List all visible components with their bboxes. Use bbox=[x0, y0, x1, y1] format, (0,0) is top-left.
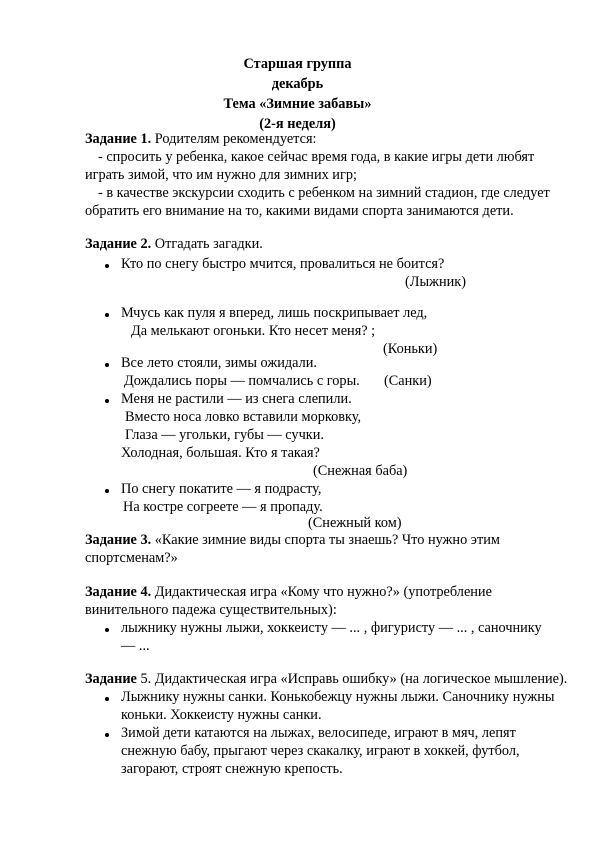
riddle3-line2: Дождались поры — помчались с горы. bbox=[124, 373, 360, 389]
riddle5-line2: На костре согреете — я пропаду. bbox=[123, 499, 323, 515]
riddle5-line1: По снегу покатите — я подрасту, bbox=[121, 481, 322, 497]
task4-line2: винительного падежа существительных): bbox=[85, 602, 337, 618]
riddle3-answer: (Санки) bbox=[384, 373, 432, 389]
riddle4-line4: Холодная, большая. Кто я такая? bbox=[121, 445, 320, 461]
riddle3-line1: Все лето стояли, зимы ожидали. bbox=[121, 355, 317, 371]
task3-line1 bbox=[85, 532, 500, 549]
riddle4-line2: Вместо носа ловко вставили морковку, bbox=[125, 409, 362, 425]
task1-line2: играть зимой, что им нужно для зимних игр; bbox=[85, 167, 357, 183]
task1-line4: обратить его внимание на то, какими видами спорта занимаются дети. bbox=[85, 203, 514, 219]
task5-line1 bbox=[85, 671, 567, 688]
riddle2-answer: (Коньки) bbox=[383, 341, 438, 357]
task5-item2-line1: Зимой дети катаются на лыжах, велосипеде, играют в мяч, лепят bbox=[121, 725, 516, 741]
riddle4-line1: Меня не растили — из снега слепили. bbox=[121, 391, 352, 407]
task3-label: Задание 3. bbox=[85, 532, 152, 548]
bullet-riddle5 bbox=[105, 489, 109, 493]
riddle2-line2: Да мелькают огоньки. Кто несет меня? ; bbox=[131, 323, 376, 339]
task2-text: Отгадать загадки. bbox=[151, 236, 263, 252]
riddle4-line3: Глаза — угольки, губы — сучки. bbox=[125, 427, 324, 443]
riddle1-line1: Кто по снегу быстро мчится, провалиться не боится? bbox=[121, 256, 445, 272]
task1-text: Родителям рекомендуется: bbox=[151, 131, 317, 147]
task1-line3: - в качестве экскурсии сходить с ребенком на зимний стадион, где следует bbox=[98, 185, 550, 201]
task5-item2-line3: загорают, строят снежную крепость. bbox=[121, 761, 343, 777]
task5-text: 5. Дидактическая игра «Исправь ошибку» (на логическое мышление). bbox=[136, 671, 568, 687]
bullet-task5-item2 bbox=[105, 733, 109, 737]
task4-line1 bbox=[85, 584, 492, 601]
riddle2-line1: Мчусь как пуля я вперед, лишь поскрипывает лед, bbox=[121, 305, 428, 321]
riddle4-answer: (Снежная баба) bbox=[313, 463, 408, 479]
task5-item2-line2: снежную бабу, прыгают через скакалку, играют в хоккей, футбол, bbox=[121, 743, 520, 759]
task5-item1-line2: коньки. Хоккеисту нужны санки. bbox=[121, 707, 322, 723]
task1-intro bbox=[85, 131, 317, 148]
riddle5-answer: (Снежный ком) bbox=[308, 515, 402, 531]
task4-bullet-line1: лыжнику нужны лыжи, хоккеисту — ... , фигуристу — ... , саночнику bbox=[121, 620, 542, 636]
bullet-task4 bbox=[105, 628, 109, 632]
task1-line1: - спросить у ребенка, какое сейчас время года, в какие игры дети любят bbox=[98, 149, 535, 165]
task4-label: Задание 4. bbox=[85, 584, 152, 600]
task2-intro bbox=[85, 236, 263, 253]
header-week: (2-я неделя) bbox=[259, 116, 336, 132]
bullet-riddle2 bbox=[105, 313, 109, 317]
task4-text: Дидактическая игра «Кому что нужно?» (употребление bbox=[151, 584, 492, 600]
task3-text: «Какие зимние виды спорта ты знаешь? Что нужно этим bbox=[151, 532, 500, 548]
task5-item1-line1: Лыжнику нужны санки. Конькобежцу нужны лыжи. Саночнику нужны bbox=[121, 689, 555, 705]
bullet-riddle1 bbox=[105, 264, 109, 268]
bullet-task5-item1 bbox=[105, 697, 109, 701]
header-group: Старшая группа bbox=[243, 56, 352, 72]
task3-line2: спортсменам?» bbox=[85, 550, 178, 566]
riddle1-answer: (Лыжник) bbox=[405, 274, 466, 290]
task2-label: Задание 2. bbox=[85, 236, 152, 252]
header-month: декабрь bbox=[271, 76, 324, 92]
task4-bullet-line2: — ... bbox=[121, 638, 150, 654]
header-theme: Тема «Зимние забавы» bbox=[223, 96, 372, 112]
bullet-riddle4 bbox=[105, 399, 109, 403]
task1-label: Задание 1. bbox=[85, 131, 152, 147]
task5-label: Задание bbox=[85, 671, 137, 687]
bullet-riddle3 bbox=[105, 363, 109, 367]
